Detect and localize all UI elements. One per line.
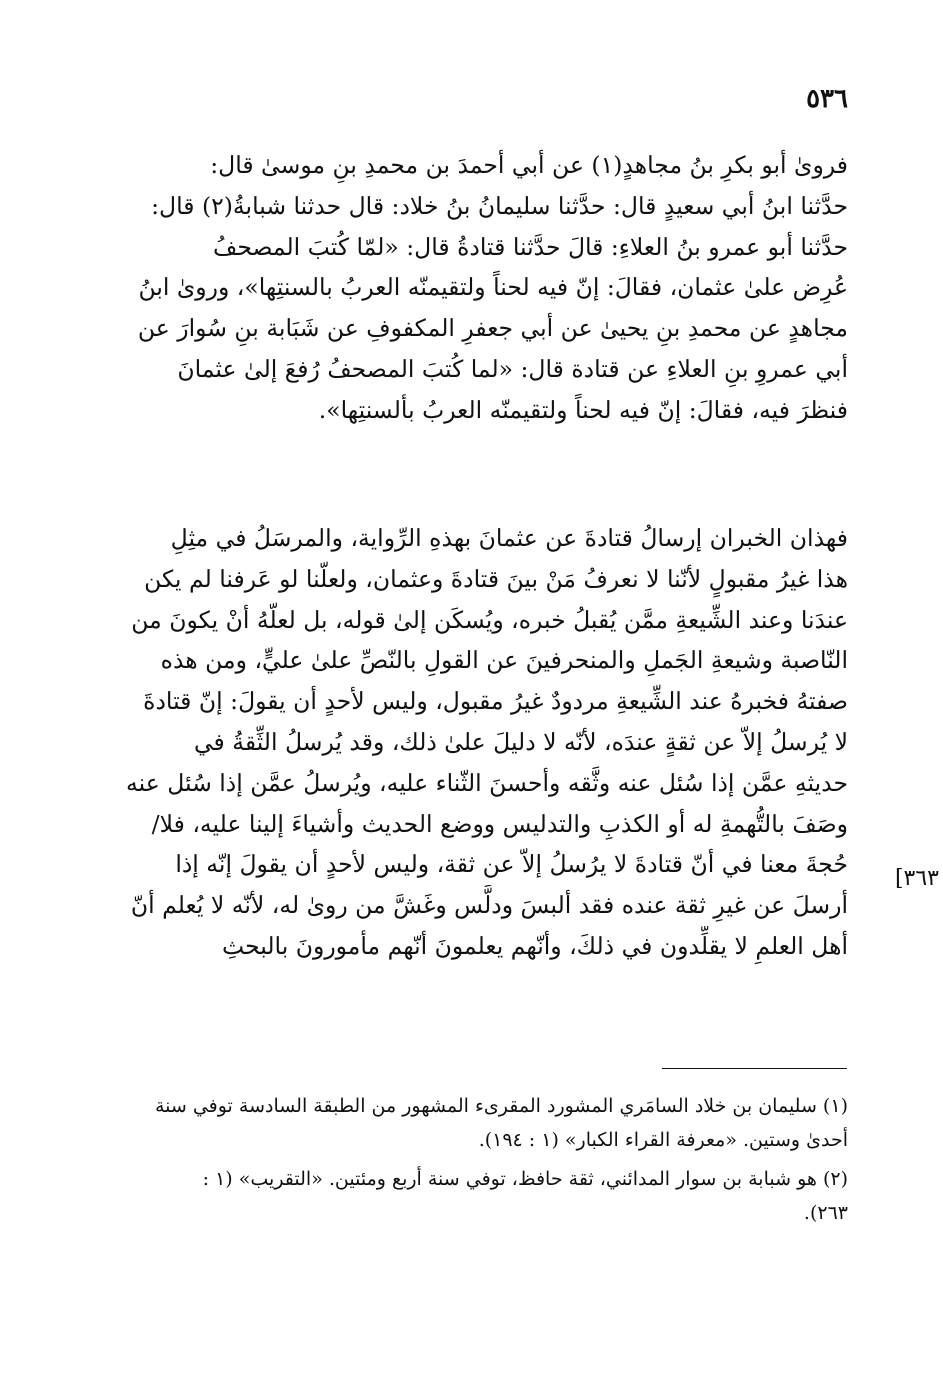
text-line: النّاصبة وشيعةِ الجَملِ والمنحرفينَ عن القولِ بالنّصِّ علىٰ عليٍّ، ومن هذه [160, 646, 848, 675]
page-number: ٥٣٦ [806, 84, 848, 114]
text-line: حُجةَ معنا في أنّ قتادةَ لا يرُسلُ إلاّ عن ثقة، وليس لأحدٍ أن يقولَ إنّه إذا [175, 850, 848, 879]
footnote-divider [662, 1068, 847, 1069]
paragraph-1 [100, 145, 848, 431]
text-line: عندَنا وعند الشِّيعةِ ممَّن يُقبلُ خبره، ويُسكَن إلىٰ قوله، بل لعلّهُ أنْ يكونَ من [131, 605, 848, 634]
text-line: أرسلَ عن غيرِ ثقة عنده فقد ألبسَ ودلَّس وغَشَّ من روىٰ له، لأنّه لا يُعلم أنّ [130, 891, 848, 920]
paragraph-2 [100, 518, 848, 967]
text-line: مجاهدٍ عن محمدِ بنِ يحيىٰ عن أبي جعفرِ المكفوفِ عن شَبَابة بنِ سُوارَ عن [137, 314, 848, 343]
text-line: فهذان الخبران إرسالُ قتادةَ عن عثمانَ بهذهِ الرِّواية، والمرسَلُ في مثِلِ [170, 524, 848, 552]
text-line: لا يُرسلُ إلاّ عن ثقةٍ عندَه، لأنّه لا دليلَ علىٰ ذلك، وقد يُرسلُ الثِّقةُ في [193, 727, 848, 756]
text-line: عُرِض علىٰ عثمان، فقالَ: إنّ فيه لحناً ولتقيمنّه العربُ بالسنتِها»، وروىٰ ابنُ [138, 273, 848, 302]
text-line: أبي عمروِ بنِ العلاءِ عن قتادة قال: «لما كُتبَ المصحفُ رُفعَ إلىٰ عثمانَ [177, 354, 848, 383]
text-line: فنظرَ فيه، فقالَ: إنّ فيه لحناً ولتقيمنّه العربُ بألسنتِها». [318, 395, 848, 424]
text-line: هذا غيرُ مقبولٍ لأنّنا لا نعرفُ مَنْ بينَ قتادةَ وعثمان، ولعلّنا لو عَرفنا لم يكن [144, 564, 848, 593]
footnote-line: أحدىٰ وستين. «معرفة القراء الكبار» (١ : ١٩٤). [478, 1128, 848, 1151]
text-line: وصَفَ بالتُّهمةِ له أو الكذبِ والتدليس ووضع الحديث وأشياءَ إلينا عليه، فلا/ [151, 809, 848, 838]
footnote-2 [100, 1163, 848, 1230]
text-line: فروىٰ أبو بكرِ بنُ مجاهدٍ(١) عن أبي أحمدَ بن محمدِ بنِ موسىٰ قال: [210, 151, 848, 179]
footnote-1 [100, 1090, 848, 1157]
text-line: صفتهُ فخبرهُ عند الشِّيعةِ مردودٌ غيرُ مقبول، وليس لأحدٍ أن يقولَ: إنّ قتادةَ [143, 687, 848, 716]
margin-page-reference: [٣٦٣ [894, 866, 939, 891]
text-line: حدَّثنا أبو عمرو بنُ العلاءِ: قالَ حدَّثنا قتادةُ قال: «لمّا كُتبَ المصحفُ [213, 232, 848, 261]
footnote-line: (١) سليمان بن خلاد السامَري المشورد المقرىء المشهور من الطبقة السادسة توفي سنة [154, 1095, 848, 1117]
footnote-line: ٢٦٣). [803, 1201, 848, 1224]
text-line: حديثهِ عمَّن إذا سُئل عنه وثَّقه وأحسنَ الثّناء عليه، ويُرسلُ عمَّن إذا سُئل عنه [126, 768, 848, 797]
text-line: أهل العلمِ لا يقلِّدون في ذلكَ، وأنّهم يعلمونَ أنّهم مأمورونَ بالبحثِ [222, 931, 848, 960]
footnotes [100, 1090, 848, 1236]
footnote-line: (٢) هو شبابة بن سوار المدائني، ثقة حافظ، توفي سنة أربع ومئتين. «التقريب» (١ : [202, 1168, 848, 1190]
text-line: حدَّثنا ابنُ أبي سعيدٍ قال: حدَّثنا سليمانُ بنُ خلاد: قال حدثنا شبابةُ(٢) قال: [151, 191, 848, 220]
